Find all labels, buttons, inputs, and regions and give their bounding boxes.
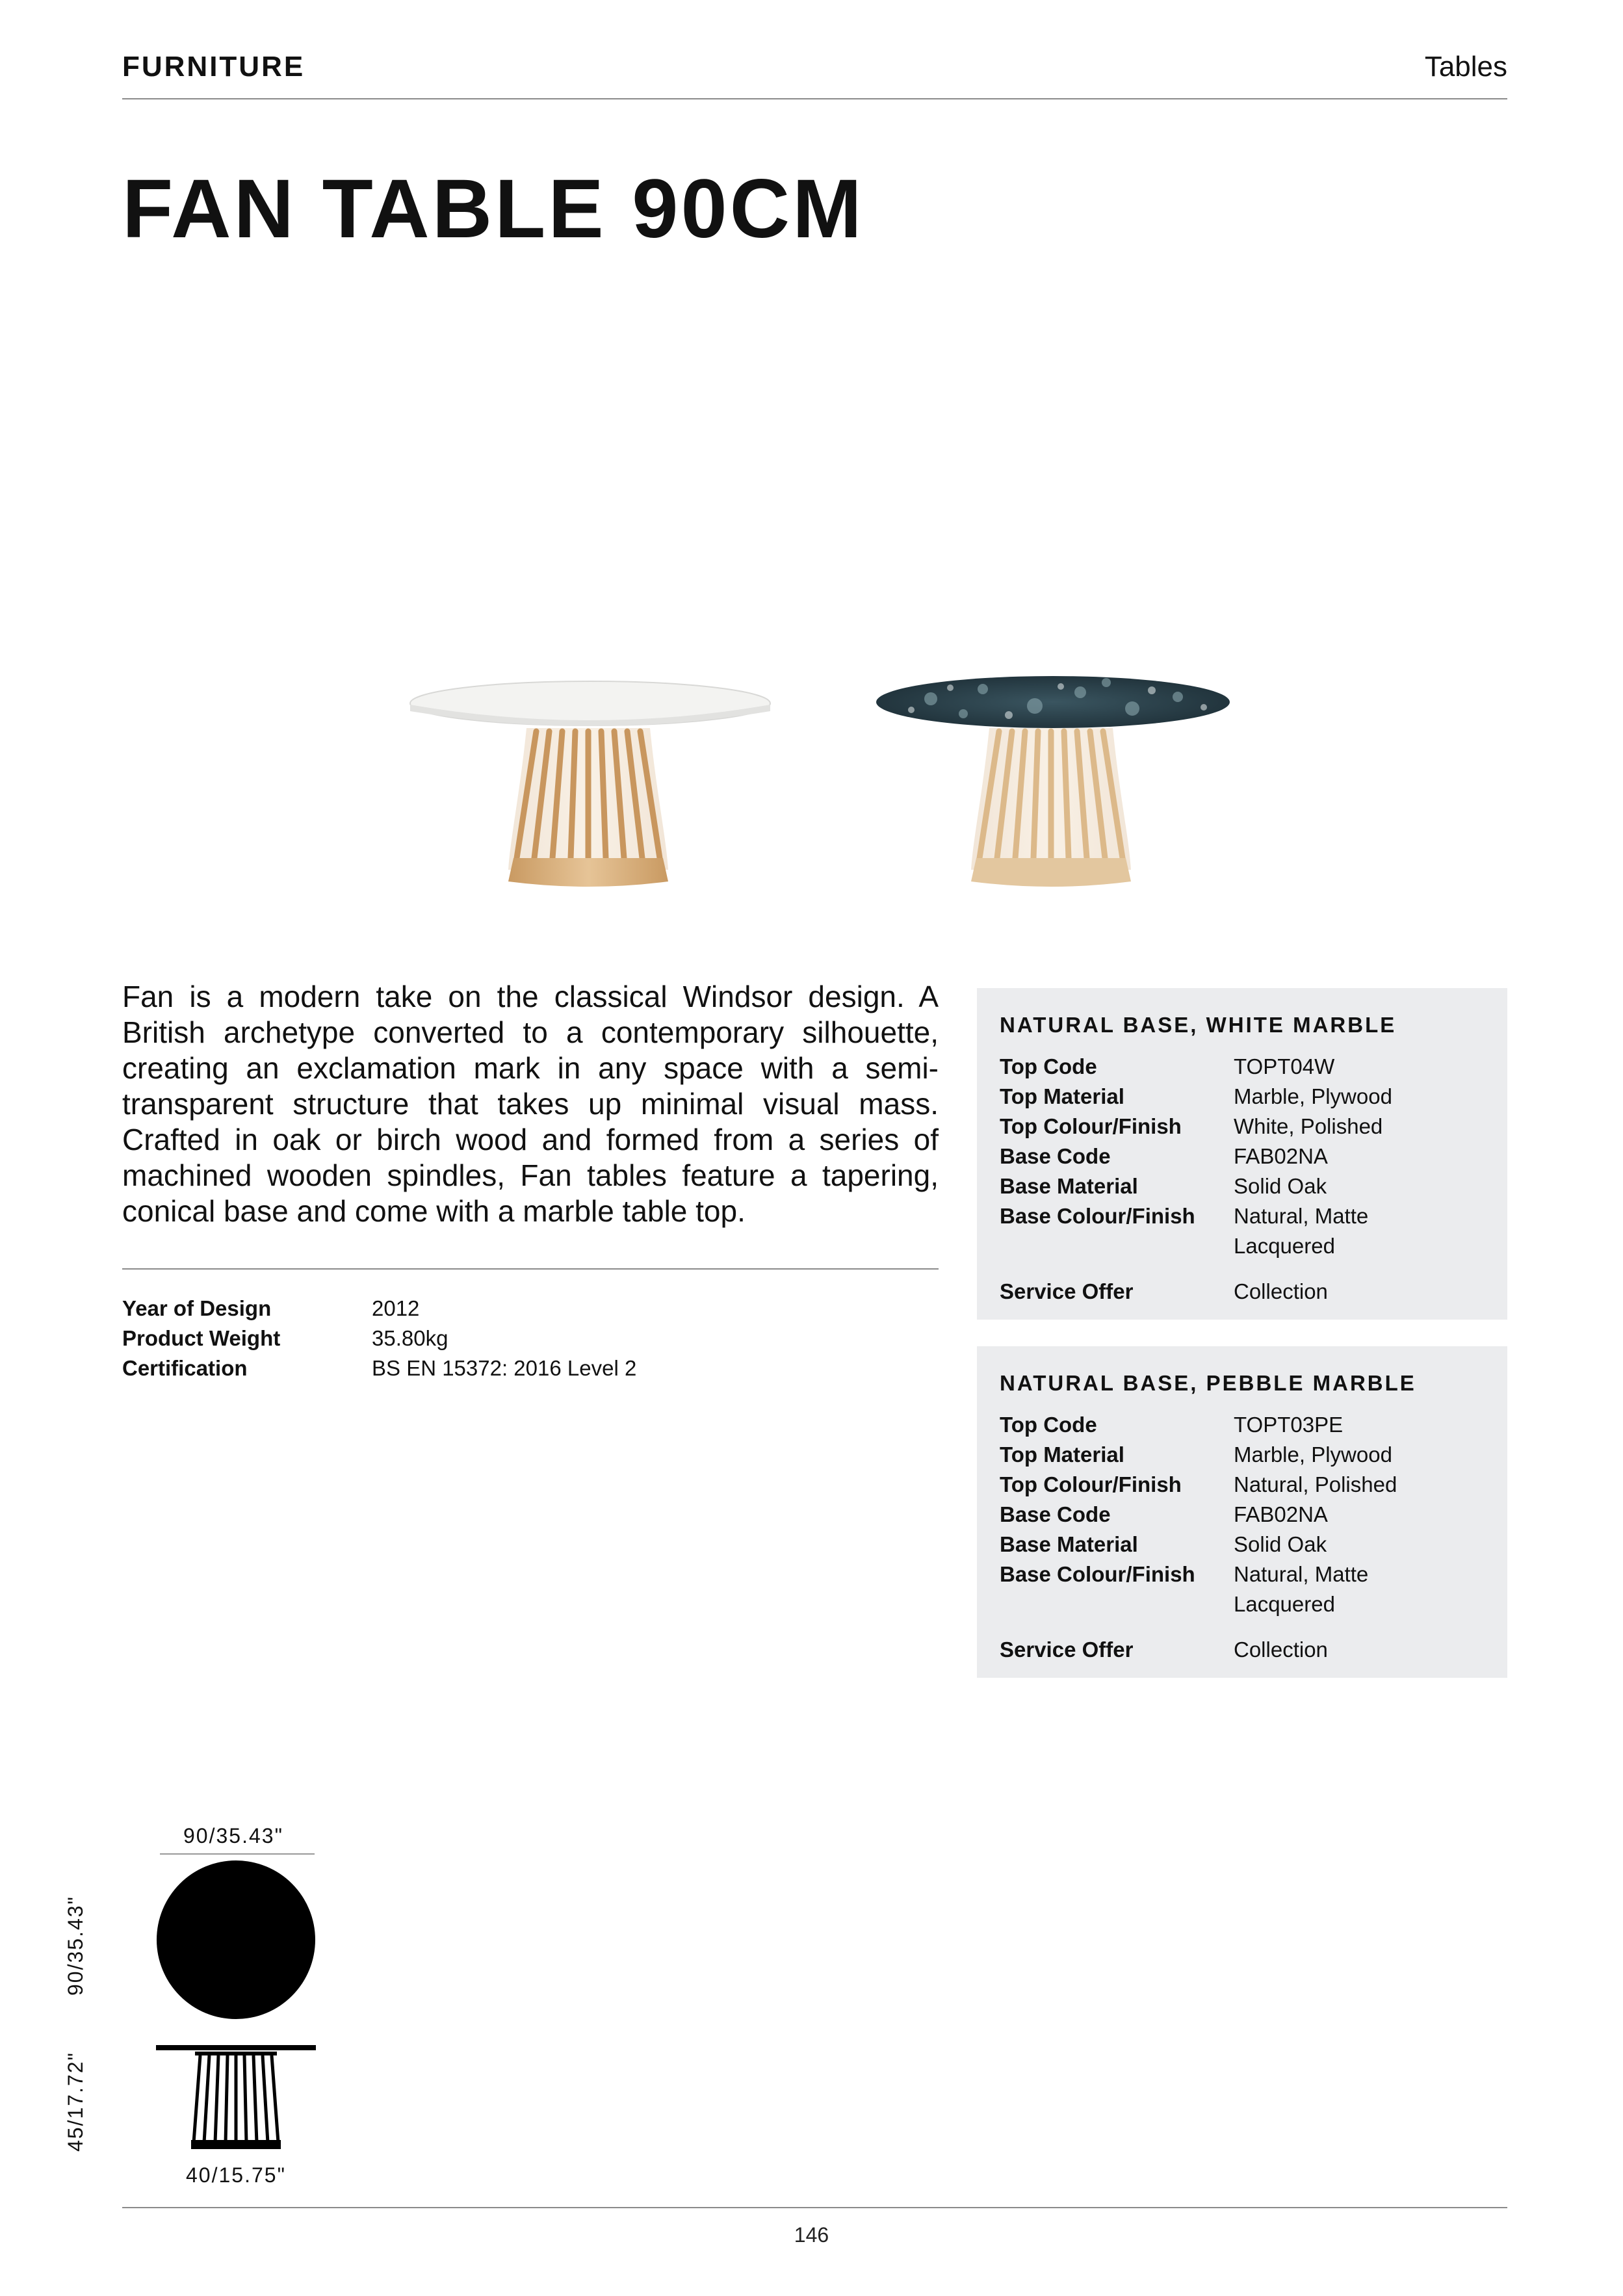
spec-value: Collection [1234,1279,1328,1303]
spec-value-line: Lacquered [1234,1234,1335,1258]
spec-value: Solid Oak [1234,1532,1327,1556]
spec-label: Base Code [1000,1144,1111,1168]
spec-row [1000,1470,1485,1500]
meta-label: Certification [122,1356,248,1380]
spec-value [1234,1201,1485,1261]
dim-top-width: 90/35.43" [183,1824,283,1847]
spec-value: TOPT04W [1234,1054,1335,1078]
header-category: FURNITURE [122,51,305,83]
spec-row [1000,1559,1485,1619]
spec-label: Service Offer [1000,1279,1134,1303]
spec-value: Collection [1234,1637,1328,1662]
spec-row [1000,1440,1485,1470]
spec-label: Top Material [1000,1084,1124,1108]
spec-value-line: Natural, Matte [1234,1562,1369,1586]
spec-row [1000,1141,1485,1171]
meta-row [122,1294,636,1324]
spec-row [1000,1410,1485,1440]
product-image [390,663,1248,910]
spec-value [1234,1559,1485,1619]
spec-panel-white-marble [977,988,1507,1320]
spec-row [1000,1201,1485,1261]
meta-value: 2012 [372,1296,420,1320]
spec-row [1000,1500,1485,1530]
page-number: 146 [794,2223,829,2247]
product-description: Fan is a modern take on the classical Windsor design. A British archetype converted to a contemporary silhouette, creating an exclamation mark in any space with a semi-transparent structure that takes up minimal visual mass. Crafted in oak or birch wood and formed from a series of machined wooden spindles, Fan tables feature a tapering, conical base and come with a marble table top. [122,980,939,1228]
spec-row-service [1000,1635,1485,1665]
spec-label: Service Offer [1000,1637,1134,1662]
spec-label: Base Material [1000,1174,1138,1198]
table-white-marble [410,681,770,887]
meta-value: BS EN 15372: 2016 Level 2 [372,1356,637,1380]
spec-value: Natural, Polished [1234,1472,1397,1496]
description-rule [122,1268,939,1270]
header-section: Tables [1424,51,1507,83]
spec-value: TOPT03PE [1234,1413,1344,1437]
spec-value: FAB02NA [1234,1144,1328,1168]
spec-label: Base Code [1000,1502,1111,1526]
spec-label: Top Material [1000,1442,1124,1467]
spec-value: Marble, Plywood [1234,1442,1392,1467]
spec-label: Top Colour/Finish [1000,1472,1182,1496]
dim-top-width-line [160,1853,315,1855]
spec-row [1000,1082,1485,1112]
top-view-drawing [157,1860,315,2019]
dim-base-width: 40/15.75" [186,2163,286,2187]
spec-row [1000,1530,1485,1559]
spec-row [1000,1052,1485,1082]
table-pebble-marble [876,676,1230,887]
dim-top-depth: 90/35.43" [64,1896,87,1996]
spec-row [1000,1112,1485,1141]
spec-label: Top Code [1000,1054,1097,1078]
spec-title: NATURAL BASE, PEBBLE MARBLE [1000,1371,1416,1395]
spec-row-service [1000,1277,1485,1307]
meta-row [122,1324,636,1353]
spec-label: Top Colour/Finish [1000,1114,1182,1138]
side-view-drawing [156,2045,316,2152]
product-meta [122,1294,636,1383]
spec-label: Base Colour/Finish [1000,1204,1195,1228]
page-title: FAN TABLE 90CM [122,163,864,255]
spec-label: Top Code [1000,1413,1097,1437]
spec-value: Solid Oak [1234,1174,1327,1198]
spec-row [1000,1171,1485,1201]
meta-row [122,1353,636,1383]
meta-label: Product Weight [122,1326,281,1350]
spec-panel-pebble-marble [977,1346,1507,1678]
meta-value: 35.80kg [372,1326,448,1350]
spec-label: Base Colour/Finish [1000,1562,1195,1586]
footer-rule [122,2207,1507,2208]
spec-value: FAB02NA [1234,1502,1328,1526]
meta-label: Year of Design [122,1296,272,1320]
spec-value-line: Natural, Matte [1234,1204,1369,1228]
dim-height: 45/17.72" [64,2052,87,2152]
spec-value-line: Lacquered [1234,1592,1335,1616]
spec-title: NATURAL BASE, WHITE MARBLE [1000,1013,1397,1037]
spec-value: Marble, Plywood [1234,1084,1392,1108]
header-rule [122,98,1507,99]
spec-value: White, Polished [1234,1114,1383,1138]
spec-label: Base Material [1000,1532,1138,1556]
